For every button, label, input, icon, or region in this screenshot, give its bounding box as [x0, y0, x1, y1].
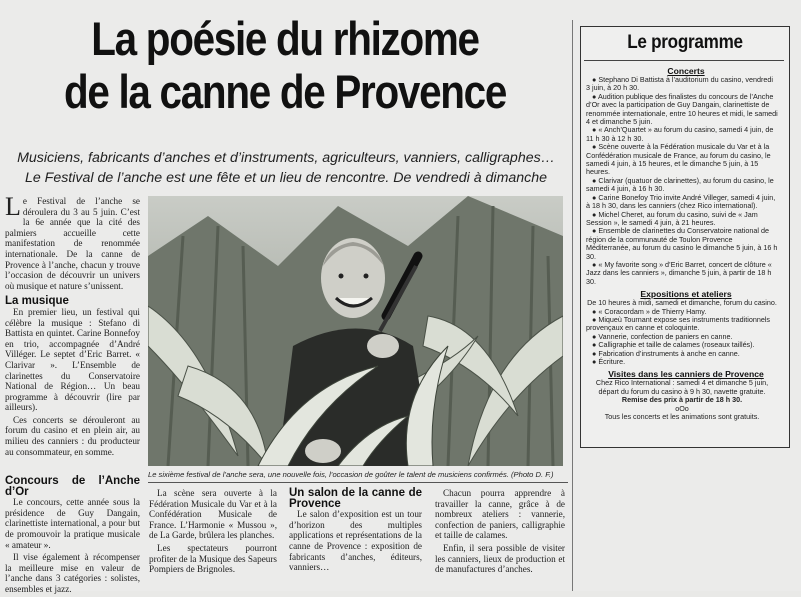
intro-paragraph: e Festival de l’anche se déroulera du 3 au 5 juin. C’est la 6e année que la cité des palmiers accueille cette manifestation de renommée internationale. De la canne de Provence à l’anche, chacun y trouve l’occasion de découvrir un univers où musique et nature s’unissent.: [5, 196, 140, 291]
ornament: oOo: [675, 403, 689, 413]
concerts-item: [586, 261, 778, 286]
drop-cap: L: [5, 192, 21, 221]
programme-head-expositions: Expositions et ateliers: [640, 289, 732, 300]
prizes-text: Remise des prix à partir de 18 h 30.: [621, 395, 743, 405]
bullet-icon: ●: [592, 125, 599, 135]
paragraph-musique-1: En premier lieu, un festival qui célèbre la musique : Stefano di Battista en quintet. Carine Bonnefoy en trio, accompagnée d’André Villéger. Le septet d’Eric Barret. « Clarivar ». L’Ensemble de clarinettes du Conservatoire National de Région… Un beau programme à découvrir (lire par ailleurs).: [5, 306, 140, 413]
expo-item: [586, 316, 778, 333]
bullet-icon: ●: [592, 175, 599, 185]
deck-line-2: Le Festival de l’anche est une fête et un lieu de rencontre. De vendredi à dimanche: [24, 170, 548, 186]
bullet-icon: ●: [592, 314, 599, 324]
programme-head-concerts: Concerts: [667, 66, 705, 76]
article-column-4: [435, 488, 565, 577]
visits-text: Chez Rico International : samedi 4 et dimanche 5 juin, départ du forum du casino à 9 h 30, navette gratuite.: [595, 378, 769, 396]
article-column-2: [149, 488, 277, 577]
photo-musician-in-cane-field: [148, 196, 563, 466]
headline-line-1: La poésie du rhizome: [91, 12, 479, 65]
article-column-1-bottom: [5, 476, 140, 597]
concerts-item-text: Ensemble de clarinettes du Conservatoire national de région de la communauté de Toulon Provence Méditerranée, au forum du casino le dimanche 5 juin, à 16 h 30.: [586, 226, 778, 261]
bullet-icon: ●: [592, 331, 599, 341]
bullet-icon: ●: [592, 226, 599, 236]
concerts-item: [586, 194, 778, 211]
paragraph-visites: Enfin, il sera possible de visiter les canniers, lieux de production et de manufactures d’anches.: [435, 542, 565, 575]
photo-caption: Le sixième festival de l’anche sera, une nouvelle fois, l’occasion de goûter le talent de musiciens confirmés. (Photo D. F.): [148, 470, 554, 479]
concerts-item-text: Clarivar (quatuor de clarinettes), au forum du casino, le samedi 4 juin, à 16 h 30.: [586, 175, 774, 194]
expo-item-text: Calligraphie et taille de calames (roseaux taillés).: [598, 340, 755, 350]
paragraph-ateliers: Chacun pourra apprendre à travailler la canne, grâce à de nombreux ateliers : vannerie, confection de paniers, calligraphie et taille de calames.: [435, 488, 565, 541]
concerts-item-text: Carine Bonefoy Trio invite André Villeger, samedi 4 juin, à 18 h 30, dans les canniers (chez Rico international).: [586, 192, 776, 211]
photo-image: [148, 196, 563, 466]
concerts-item: [586, 227, 778, 261]
expo-item-text: Écriture.: [598, 357, 626, 366]
bullet-icon: ●: [592, 91, 598, 101]
concerts-item: [586, 211, 778, 228]
concerts-item: [586, 93, 778, 127]
concerts-list: [586, 76, 784, 286]
bullet-icon: ●: [592, 192, 599, 202]
sidebar-divider: [572, 20, 573, 591]
programme-title: Le programme: [627, 32, 743, 53]
paragraph-concours-1: Le concours, cette année sous la présidence de Guy Dangain, clarinettiste international, a pour but de promouvoir la pratique musicale « amateur ».: [5, 497, 140, 550]
paragraph-concours-2: Il vise également à récompenser la meilleure mise en valeur de l’anche dans 3 catégories : solistes, ensembles et jazz.: [5, 552, 140, 594]
programme-rule: [584, 60, 784, 61]
article-column-3: [289, 488, 422, 575]
expo-item-text: « Coracordam » de Thierry Hamy.: [598, 306, 707, 316]
bullet-icon: ●: [592, 348, 599, 358]
expo-item-text: Fabrication d’instruments à anche en canne.: [598, 348, 740, 358]
concerts-item-text: Michel Cheret, au forum du casino, suivi de « Jam Session », le samedi 4 juin, à 21 heures.: [586, 209, 758, 227]
bullet-icon: ●: [592, 75, 599, 84]
deck: [6, 148, 566, 188]
concerts-item-text: « Anch’Quartet » au forum du casino, samedi 4 juin, de 11 h 30 à 12 h 30.: [586, 125, 774, 143]
bullet-icon: ●: [592, 340, 599, 350]
bullet-icon: ●: [592, 357, 599, 366]
paragraph-scene: La scène sera ouverte à la Fédération Musicale du Var et à la Confédération Musicale de France. L’Harmonie « Mussou », de La Garde, brûlera les planches.: [149, 488, 277, 541]
concerts-item: [586, 143, 778, 177]
bullet-icon: ●: [592, 142, 599, 152]
bullet-icon: ●: [592, 259, 599, 269]
concerts-item: [586, 177, 778, 194]
programme-footer: Tous les concerts et les animations sont gratuits.: [604, 412, 760, 422]
article-column-1: [5, 192, 140, 459]
deck-line-1: Musiciens, fabricants d’anches et d’instruments, agriculteurs, vanniers, calligraphes…: [17, 150, 555, 166]
concerts-item-text: Scène ouverte à la Fédération musicale du Var et à la Confédération musicale de France, au forum du casino, le samedi 4 juin, à 15 heures, et le dimanche 5 juin, à 15 heures.: [586, 142, 771, 177]
expo-item: [586, 358, 778, 366]
subhead-salon: Un salon de la canne de Provence: [289, 487, 422, 510]
headline-line-2: de la canne de Provence: [63, 65, 507, 118]
expo-list: [586, 308, 784, 367]
headline: [40, 12, 530, 118]
subhead-concours: Concours de l’Anche d’Or: [5, 475, 140, 498]
concerts-item: [586, 126, 778, 143]
bullet-icon: ●: [592, 306, 599, 316]
paragraph-musique-2: Ces concerts se dérouleront au forum du casino et en plein air, au milieu des canniers : du producteur au consommateur, en somme.: [5, 414, 140, 457]
expo-item-text: Vannerie, confection de paniers en canne.: [598, 331, 733, 341]
programme-head-visites: Visites dans les canniers de Provence: [608, 369, 764, 380]
expo-item-text: Miqueù Tournant expose ses instruments traditionnels provençaux en canne et coloquinte.: [586, 314, 771, 333]
bullet-icon: ●: [592, 209, 599, 219]
paragraph-pompiers: Les spectateurs pourront profiter de la Musique des Sapeurs Pompiers de Brignoles.: [149, 542, 277, 575]
expo-intro: De 10 heures à midi, samedi et dimanche, forum du casino.: [587, 298, 777, 308]
programme-content: [586, 66, 784, 421]
paragraph-salon: Le salon d’exposition est un tour d’horizon des multiples applications et représentations de la canne de Provence : exposition de fabricants d’anches, éditeurs, vanniers…: [289, 509, 422, 573]
concerts-item-text: Audition publique des finalistes du concours de l’Anche d’Or avec la participation de Guy Dangain, clarinettiste de renommée internationale, entre 10 heures et midi, le samedi 4 et dimanche 5 juin.: [586, 91, 778, 127]
concerts-item-text: « My favorite song » d’Eric Barret, concert de clôture « Jazz dans les canniers », dimanche 5 juin, à partir de 18 h 30.: [586, 259, 772, 286]
subhead-la-musique: La musique: [5, 295, 69, 308]
concerts-item-text: Stephano Di Battista à l’auditorium du casino, vendredi 3 juin, à 20 h 30.: [586, 75, 773, 93]
concerts-item: [586, 76, 778, 93]
caption-rule: [148, 482, 568, 483]
